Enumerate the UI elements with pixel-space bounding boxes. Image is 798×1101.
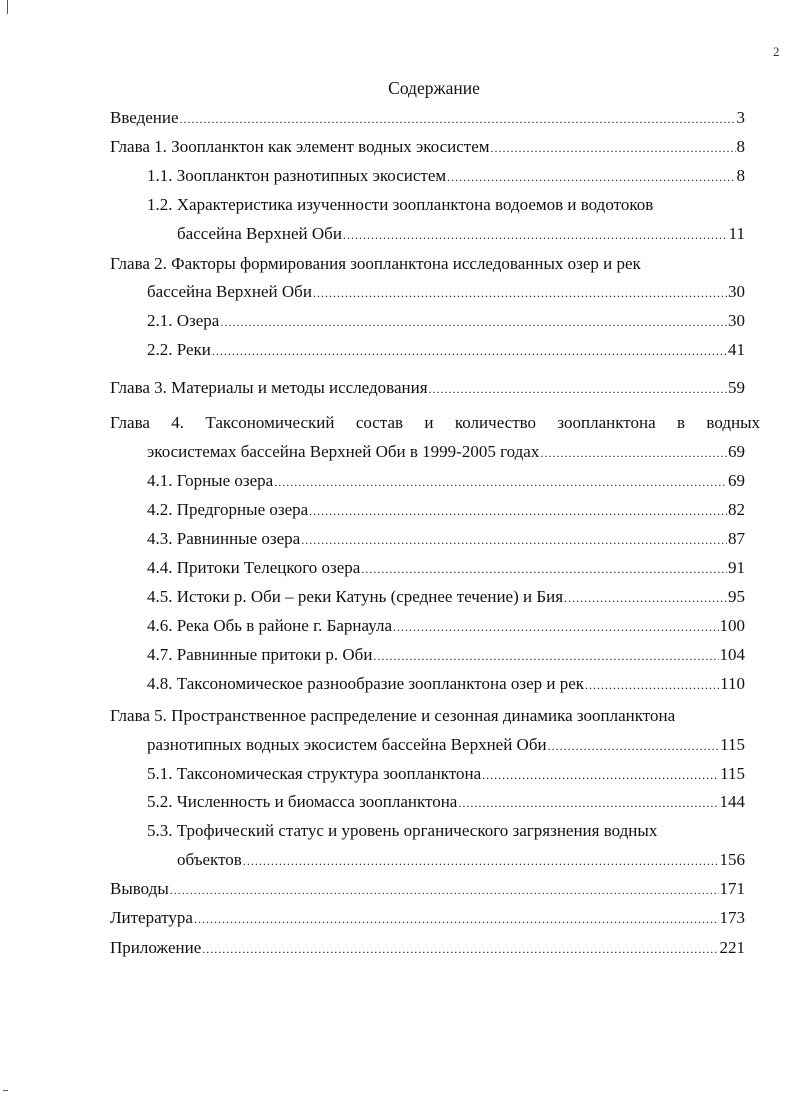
dot-leader — [540, 442, 727, 464]
dot-leader — [313, 282, 727, 304]
dot-leader — [393, 616, 719, 638]
toc-entry-page: 82 — [728, 500, 745, 519]
dot-leader — [202, 938, 718, 960]
toc-entry-title: 4.6. Река Обь в районе г. Барнаула — [147, 616, 392, 635]
toc-entry-page: 3 — [736, 108, 745, 127]
dot-leader — [301, 529, 727, 551]
dot-leader — [447, 166, 735, 188]
dot-leader — [361, 558, 727, 580]
toc-entry-title: Приложение — [110, 938, 202, 957]
dot-leader — [220, 311, 727, 333]
dot-leader — [170, 879, 719, 901]
scan-mark-bottom — [3, 1090, 8, 1091]
toc-entry-title: Выводы — [110, 879, 169, 898]
toc-entry-page: 11 — [728, 224, 745, 243]
dot-leader — [548, 735, 720, 757]
toc-entry-page: 156 — [719, 850, 745, 869]
toc-entry-title: 4.1. Горные озера — [147, 471, 274, 490]
toc-entry-title: 2.2. Реки — [147, 340, 211, 359]
toc-entry-title: бассейна Верхней Оби — [177, 224, 342, 243]
toc-entry-title: 4.3. Равнинные озера — [147, 529, 301, 548]
dot-leader — [373, 645, 718, 667]
toc-entry-title: 2.1. Озера — [147, 311, 220, 330]
toc-entry-page: 30 — [728, 282, 745, 301]
toc-entry-title: 1.1. Зоопланктон разнотипных экосистем — [147, 166, 447, 185]
toc-entry-title: 5.1. Таксономическая структура зоопланктона — [147, 764, 482, 783]
toc-entry-title-line: 5.3. Трофический статус и уровень органического загрязнения водных — [147, 821, 658, 840]
toc-entry-title: 4.4. Притоки Телецкого озера — [147, 558, 361, 577]
page-title: Содержание — [388, 78, 480, 98]
toc-entry-title: экосистемах бассейна Верхней Оби в 1999-2005 годах — [147, 442, 540, 461]
dot-leader — [564, 587, 727, 609]
dot-leader — [343, 224, 728, 246]
dot-leader — [482, 764, 719, 786]
toc-entry-title: Введение — [110, 108, 179, 127]
page-number: 2 — [773, 44, 780, 59]
toc-entry-page: 8 — [736, 166, 745, 185]
toc-entry-title: 5.2. Численность и биомасса зоопланктона — [147, 792, 458, 811]
dot-leader — [212, 340, 727, 362]
dot-leader — [585, 674, 719, 696]
toc-entry-title: 4.8. Таксономическое разнообразие зоопланктона озер и рек — [147, 674, 585, 693]
toc-entry-page: 69 — [728, 471, 745, 490]
toc-entry-page: 69 — [728, 442, 745, 461]
toc-entry-page: 171 — [719, 879, 745, 898]
dot-leader — [194, 908, 719, 930]
toc-entry-title-line: Глава 2. Факторы формирования зоопланктона исследованных озер и рек — [110, 254, 641, 273]
toc-entry-page: 91 — [728, 558, 745, 577]
toc-entry-page: 87 — [728, 529, 745, 548]
toc-entry-title: разнотипных водных экосистем бассейна Верхней Оби — [147, 735, 547, 754]
toc-entry-page: 173 — [719, 908, 745, 927]
dot-leader — [309, 500, 727, 522]
dot-leader — [274, 471, 727, 493]
toc-entry-title: Глава 1. Зоопланктон как элемент водных экосистем — [110, 137, 490, 156]
toc-entry-page: 144 — [719, 792, 745, 811]
toc-entry-title-line: Глава 4. Таксономический состав и количество зоопланктона в водных — [110, 413, 760, 432]
toc-entry-page: 30 — [728, 311, 745, 330]
dot-leader — [458, 792, 718, 814]
toc-entry-page: 115 — [720, 764, 745, 783]
toc-entry-title: 4.7. Равнинные притоки р. Оби — [147, 645, 373, 664]
toc-entry-page: 41 — [728, 340, 745, 359]
toc-entry-title: объектов — [177, 850, 242, 869]
toc-entry-title: 4.5. Истоки р. Оби – реки Катунь (среднее течение) и Бия — [147, 587, 564, 606]
toc-entry-page: 100 — [719, 616, 745, 635]
dot-leader — [429, 378, 727, 400]
toc-entry-page: 110 — [720, 674, 745, 693]
toc-entry-title-line: 1.2. Характеристика изученности зоопланктона водоемов и водотоков — [147, 195, 654, 214]
toc-entry-page: 8 — [736, 137, 745, 156]
dot-leader — [243, 850, 719, 872]
toc-entry-page: 221 — [719, 938, 745, 957]
toc-entry-title: бассейна Верхней Оби — [147, 282, 312, 301]
toc-entry-page: 59 — [728, 378, 745, 397]
toc-entry-title: Глава 3. Материалы и методы исследования — [110, 378, 428, 397]
toc-entry-page: 95 — [728, 587, 745, 606]
scan-mark-top — [7, 0, 8, 14]
toc-entry-page: 115 — [720, 735, 745, 754]
toc-entry-title-line: Глава 5. Пространственное распределение и сезонная динамика зоопланктона — [110, 706, 676, 725]
toc-entry-page: 104 — [719, 645, 745, 664]
toc-entry-title: Литература — [110, 908, 193, 927]
dot-leader — [491, 137, 736, 159]
dot-leader — [180, 108, 736, 130]
toc-entry-title: 4.2. Предгорные озера — [147, 500, 309, 519]
